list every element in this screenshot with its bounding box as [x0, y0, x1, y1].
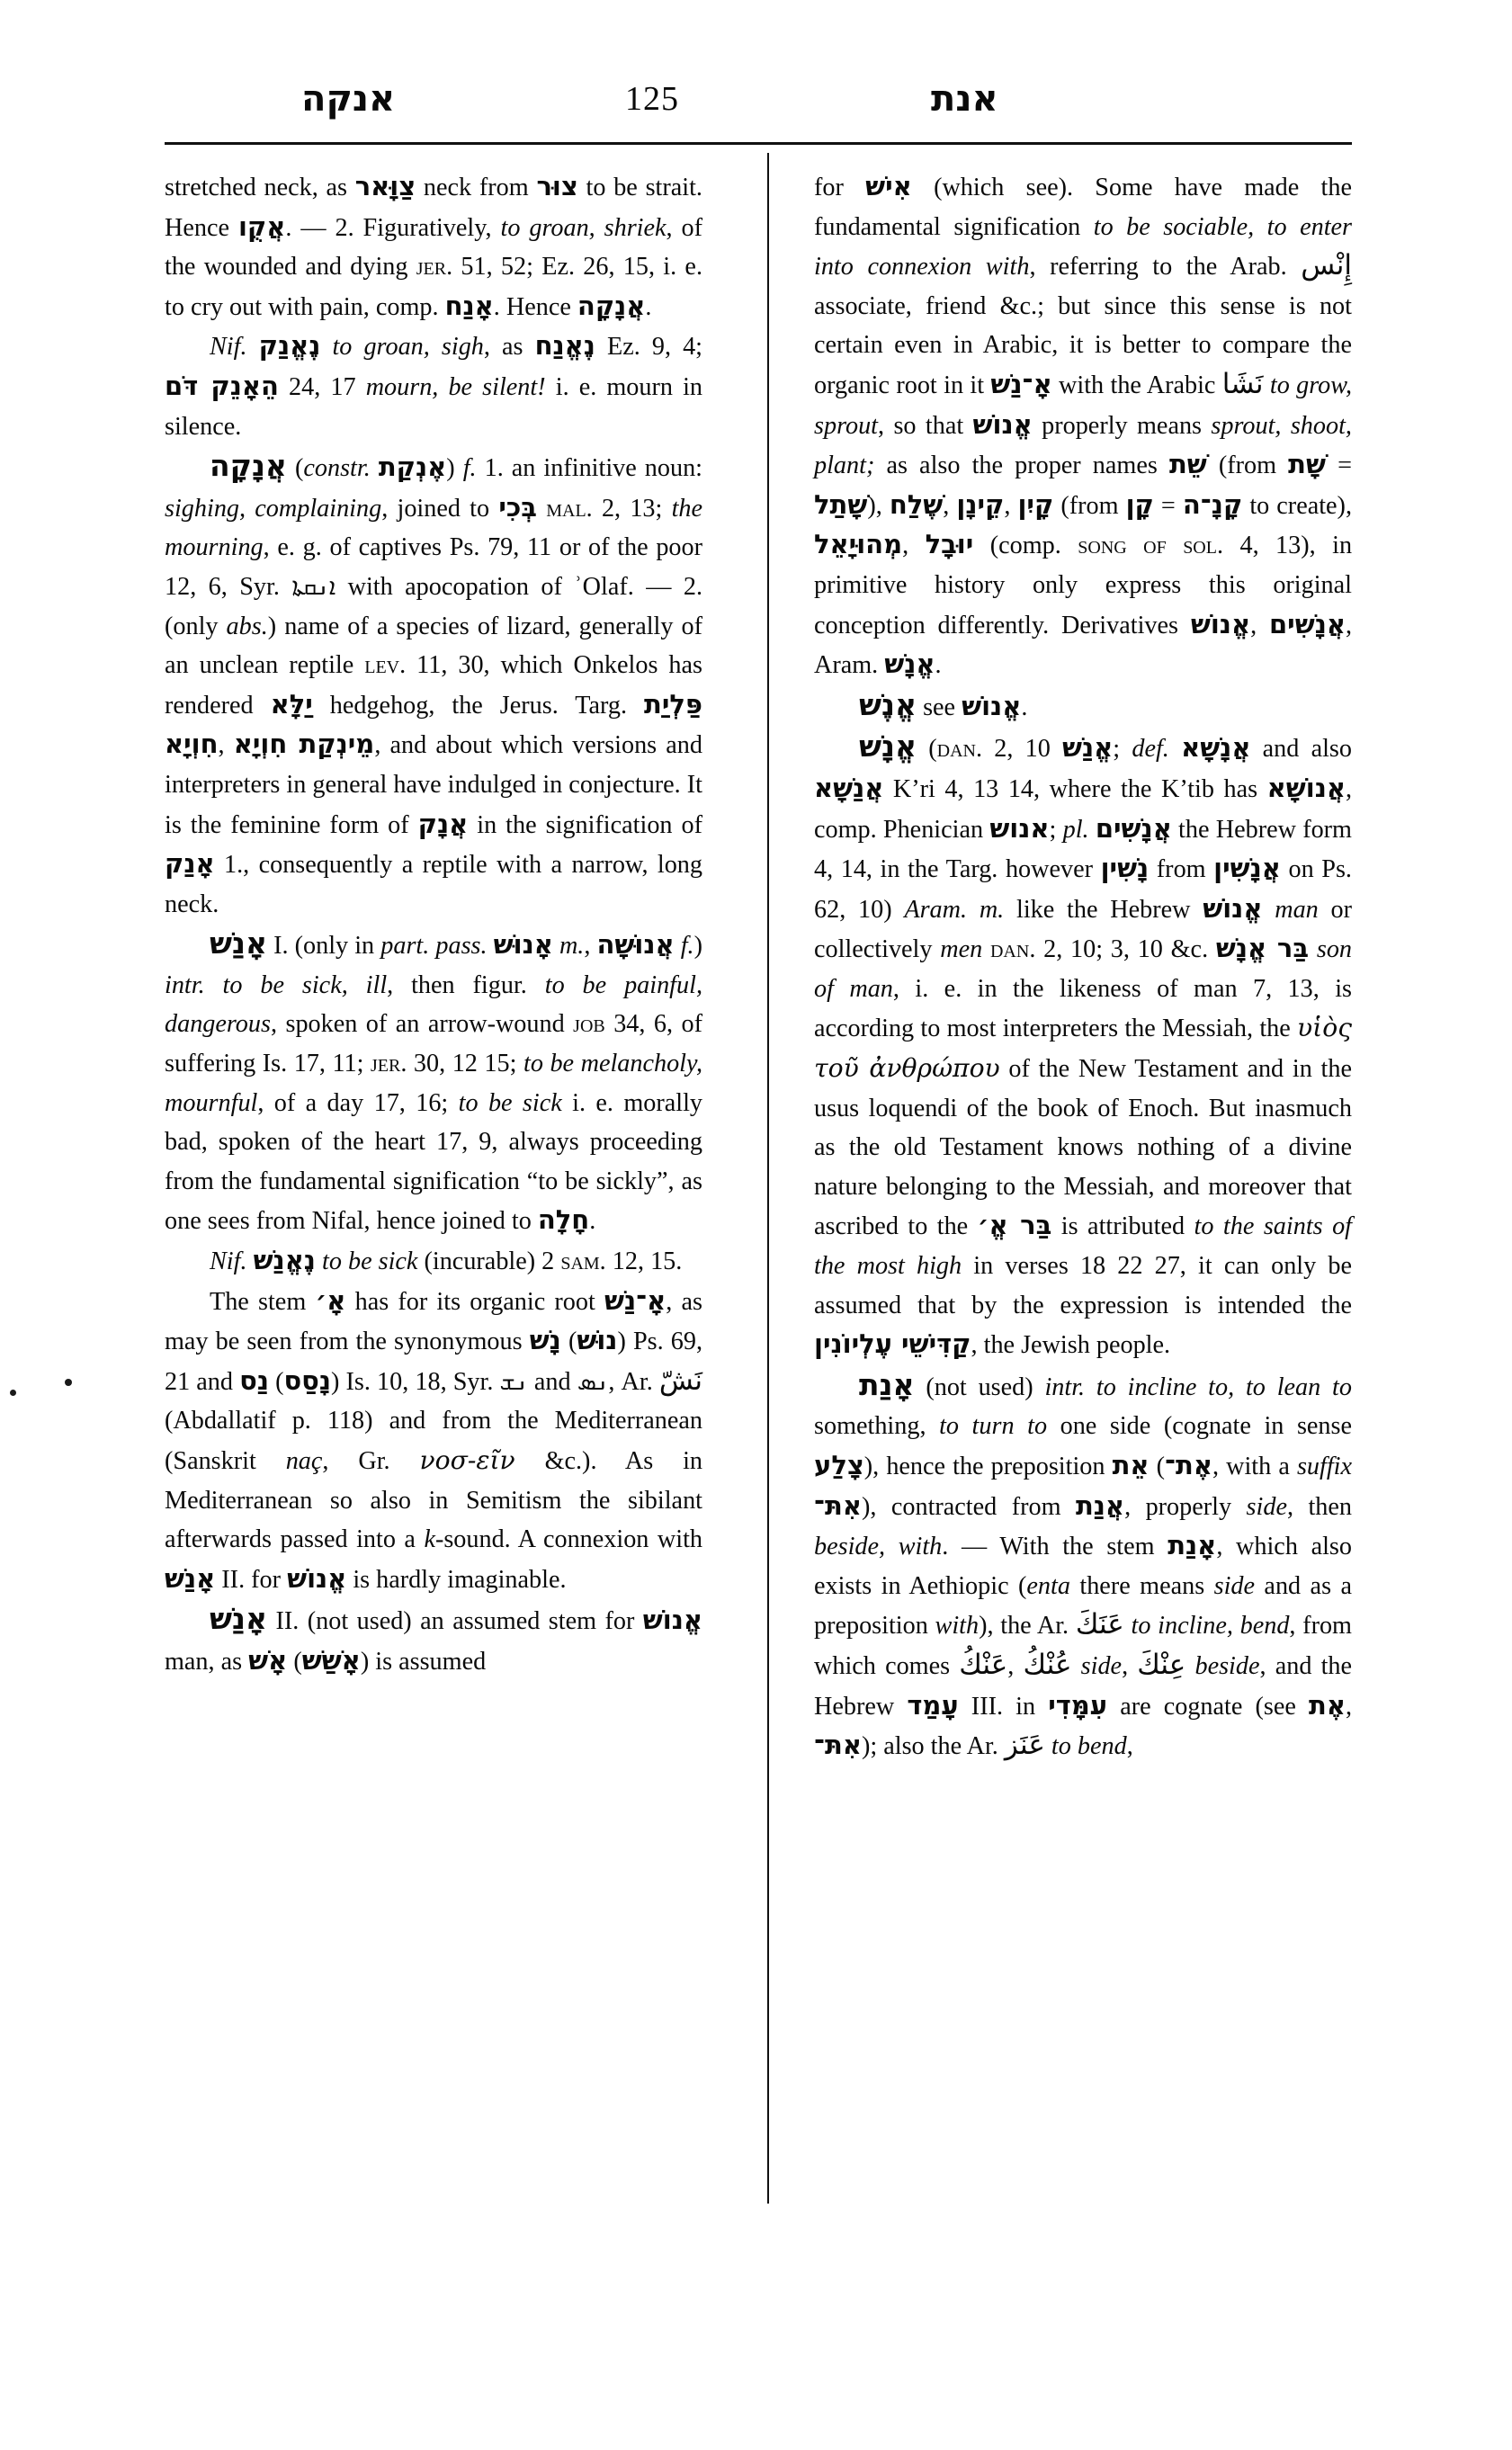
hebrew-run: אֲנָשִׁים	[1095, 812, 1172, 844]
scan-speck	[10, 1390, 16, 1396]
italic-run: son of man	[814, 935, 1353, 1003]
italic-run: k	[424, 1525, 435, 1554]
smallcaps-run: job	[573, 1010, 605, 1039]
syriac-run: ܐܢܩܬܐ	[291, 572, 336, 601]
italic-run: to be sick	[322, 1247, 418, 1276]
italic-run: beside	[1194, 1651, 1260, 1680]
hebrew-run: אָנַק	[165, 848, 215, 880]
hebrew-run: אֲנָקָה	[577, 290, 646, 321]
hebrew-run: נֶאֱנַשׁ	[253, 1245, 316, 1276]
page-number: 125	[625, 80, 679, 118]
hebrew-run: בְּכִי	[498, 491, 537, 523]
arabic-run: عَنَكَ	[1075, 1608, 1124, 1641]
hebrew-run: אָנַח	[444, 290, 494, 321]
hebrew-run: אֱנָשׁ	[884, 648, 935, 680]
italic-run: abs.	[226, 612, 268, 640]
hebrew-run: יַלָּא	[270, 688, 313, 720]
syriac-run: ܢܣ	[577, 1367, 609, 1396]
hebrew-run: אֲנָשִׁים	[1268, 608, 1346, 639]
arabic-run: عَنْكُ	[959, 1648, 1008, 1681]
entry-anash-etymology: The stem אָ׳ has for its organic root אָ־נַשׁ, as may be seen from the synonymous נָשׁ (נוּשׁ) Ps. 69, 21 and נַס (נָסַס) Is. 10, 18, Syr. ܢܫ and ܢܣ, Ar. نَشّ (Abdallatif p. 118) and from the Mediterranean (Sanskrit naç, Gr. νοσ-εῖν &c.). As in Mediterranean so also in Semitism the sibilant afterwards passed into a k-sound. A connexion with אָנַשׁ II. for אֱנוֹשׁ is hardly imaginable.	[165, 1284, 703, 1594]
hebrew-run: נֶאֱנַח	[534, 330, 595, 362]
hebrew-run: אֱנוֹשׁ	[287, 1562, 347, 1594]
italic-run: m.	[559, 932, 585, 961]
italic-run: to be painful, dangerous	[165, 970, 702, 1039]
hebrew-run: קָיִן	[1017, 488, 1054, 520]
greek-run: νοσ-εῖν	[419, 1445, 515, 1475]
hebrew-run: אָ־נַשׁ	[604, 1284, 667, 1316]
italic-run: f.	[680, 932, 694, 961]
hebrew-run: אֱנוֹשׁ	[1190, 608, 1251, 639]
hebrew-run: קָנָ־ה	[1182, 488, 1243, 520]
entry-anaq-continuation: stretched neck, as צַוָּאר neck from צוּר to be strait. Hence אֲקֻו. — 2. Figuratively, to groan, shriek, of the wounded and dying jer. 51, 52; Ez. 26, 15, i. e. to cry out with pain, comp. אָנַח. Hence אֲנָקָה.	[165, 171, 703, 321]
hebrew-run: אֲנוּשָׁה	[596, 929, 675, 961]
italic-run: f.	[462, 454, 477, 483]
greek-run: υἱὸς τοῦ ἀνθρώπου	[814, 1013, 1352, 1084]
hebrew-run: אֲנָשִׁין	[1213, 853, 1281, 884]
italic-run: sprout, shoot, plant;	[814, 411, 1352, 480]
arabic-run: عَنَز	[1004, 1729, 1045, 1762]
lemma-run: אָנַת	[859, 1366, 915, 1402]
italic-run: def.	[1132, 735, 1169, 764]
hebrew-run: אָ׳	[315, 1284, 346, 1316]
running-head-left-hebrew: אנקה	[301, 78, 396, 120]
hebrew-run: אִתּ־	[814, 1730, 862, 1761]
smallcaps-run: jer.	[371, 1050, 407, 1078]
italic-run: to be sick	[458, 1088, 562, 1117]
hebrew-run: שֵׁת	[1168, 449, 1207, 480]
entry-anash-one: אָנַשׁ I. (only in part. pass. אָנוּשׁ m., אֲנוּשָׁה f.) intr. to be sick, ill, then figur. to be painful, dangerous, spoken of an arrow-wound job 34, 6, of suffering Is. 17, 11; jer. 30, 12 15; to be melancholy, mournful, of a day 17, 16; to be sick i. e. morally bad, spoken of the heart 17, 9, always proceeding from the fundamental signification “to be sickly”, as one sees from Nifal, hence joined to חָלָה.	[165, 925, 703, 1236]
italic-run: beside, with	[814, 1533, 943, 1561]
italic-run: part. pass.	[380, 932, 488, 961]
smallcaps-run: mal.	[546, 494, 593, 523]
hebrew-run: אֱנוֹשׁ	[962, 690, 1022, 721]
hebrew-run: נָשִׁין	[1100, 853, 1150, 884]
hebrew-run: אָשַׁשׁ	[301, 1644, 361, 1676]
italic-run: side	[1246, 1492, 1287, 1521]
hebrew-run: נוּשׁ	[577, 1325, 618, 1356]
entry-anath: אָנַת (not used) intr. to incline to, to lean to something, to turn to one side (cognate in sense צָלַע), hence the preposition אֵת (אֶת־, with a suffix אִתּ־), contracted from אֲנַת, properly side, then beside, with. — With the stem אָנַת, which also exists in Aethiopic (enta there means side and as a preposition with), the Ar. عَنَكَ to incline, bend, from which comes عَنْكُ, عُنْكُ side, عِنْكَ beside, and the Hebrew עָמַד III. in עִמָּדִי are cognate (see אֶת, אִתּ־); also the Ar. عَنَز to bend,	[814, 1366, 1353, 1762]
hebrew-run: אֲנוֹשָׁא	[1266, 772, 1346, 803]
hebrew-run: קֵינָן	[956, 488, 1005, 520]
hebrew-run: אֶת־	[1165, 1450, 1212, 1480]
italic-run: to incline, bend	[1131, 1612, 1290, 1641]
hebrew-run: אִתּ־	[814, 1489, 862, 1521]
hebrew-run: אֱנַשׁ	[1062, 732, 1114, 764]
italic-run: sighing, complaining	[165, 494, 382, 523]
italic-run: to groan, shriek	[500, 213, 667, 242]
hebrew-run: נַס	[239, 1364, 269, 1396]
hebrew-run: אָנַת	[1168, 1530, 1217, 1561]
italic-run: pl.	[1062, 815, 1089, 844]
smallcaps-run: of	[1143, 532, 1167, 560]
hebrew-run: מְהוּיָאֵל	[814, 529, 903, 560]
arabic-run: عِنْكَ	[1137, 1648, 1186, 1681]
italic-run: intr. to be sick, ill	[165, 970, 388, 999]
entry-anash-two: אָנַשׁ II. (not used) an assumed stem for אֱנוֹשׁ man, as אָשׁ (אָשַׁשׁ) is assumed	[165, 1601, 702, 1676]
text-column-right	[814, 167, 1352, 1766]
hebrew-run: שָׁת	[1288, 449, 1326, 480]
hebrew-run: אֲנַשָׁא	[814, 772, 884, 803]
hebrew-run: חָלָה	[537, 1204, 590, 1236]
italic-run: side	[1213, 1571, 1255, 1600]
hebrew-run: הֵאָנֵק דֹּם	[165, 370, 279, 401]
lemma-run: אָנַשׁ	[210, 925, 268, 961]
hebrew-run: אֱנוֹשׁ	[642, 1605, 702, 1636]
running-head-right-hebrew: אנת	[931, 78, 998, 120]
hebrew-run: אָ־נַשׁ	[990, 368, 1052, 399]
lemma-run: אָנַשׁ	[210, 1601, 268, 1637]
italic-run: to be melancholy, mournful	[165, 1050, 703, 1117]
italic-run: to grow, sprout	[814, 371, 1352, 440]
lemma-run: אֱנָשׁ	[859, 729, 917, 765]
hebrew-run: אנוש	[989, 812, 1050, 844]
hebrew-run: בַּר אֱ׳	[977, 1210, 1052, 1241]
italic-run: to the saints of the most high	[814, 1212, 1353, 1281]
hebrew-run: אֲקֻו	[237, 210, 286, 242]
italic-run: to be sociable, to enter into connexion with	[814, 212, 1352, 282]
italic-run: to groan, sigh	[332, 333, 484, 362]
entry-anash-two-continuation: for אִישׁ (which see). Some have made the fundamental signification to be sociable, to enter into connexion with, referring to the Arab. إِنْس associate, friend &c.; but since this sense is not certain even in Arabic, it is better to compare the organic root in it אָ־נַשׁ with the Arabic نَشَا to grow, sprout, so that אֱנוֹשׁ properly means sprout, shoot, plant; as also the proper names שֵׁת (from שָׁת = שָׁתַל), שֶׁלַח, קֵינָן, קָיִן (from קָן = קָנָ־ה to create), מְהוּיָאֵל, יוּבָל (comp. song of sol. 4, 13), in primitive history only express this original conception differently. Derivatives אֱנוֹשׁ, אֲנָשִׁים, Aram. אֱנָשׁ.	[814, 171, 1353, 680]
entry-anaq-nifal: Nif. נֶאֱנַק to groan, sigh, as נֶאֱנַח Ez. 9, 4; הֵאָנֵק דֹּם 24, 17 mourn, be silent! i. e. mourn in silence.	[165, 330, 703, 441]
hebrew-run: קַדִּישֵׁי עֶלְיוֹנִין	[814, 1328, 971, 1360]
entry-enash-aramaic: אֱנָשׁ (dan. 2, 10 אֱנַשׁ; def. אֲנָשָׁא and also אֲנַשָׁא K’ri 4, 13 14, where the K’tib has אֲנוֹשָׁא, comp. Phenician אנוש; pl. אֲנָשִׁים the Hebrew form 4, 14, in the Targ. however נָשִׁין from אֲנָשִׁין on Ps. 62, 10) Aram. m. like the Hebrew אֱנוֹשׁ man or collectively men dan. 2, 10; 3, 10 &c. בַּר אֱנָשׁ son of man, i. e. in the likeness of man 7, 13, is according to most interpreters the Messiah, the υἱὸς τοῦ ἀνθρώπου of the New Testament and in the usus loquendi of the book of Enoch. But inasmuch as the old Testament knows nothing of a divine nature belonging to the Messiah, and moreover that ascribed to the בַּר אֱ׳ is attributed to the saints of the most high in verses 18 22 27, it can only be assumed that by the expression is intended the קַדִּישֵׁי עֶלְיוֹנִין, the Jewish people.	[814, 729, 1353, 1360]
hebrew-run: אֱנוֹשׁ	[972, 408, 1033, 440]
header-rule	[165, 142, 1352, 145]
italic-run: side	[1080, 1651, 1123, 1680]
hebrew-run: אֵת	[1112, 1450, 1150, 1480]
smallcaps-run: dan.	[989, 935, 1036, 964]
arabic-run: نَشَا	[1221, 367, 1264, 400]
hebrew-run: אִישׁ	[865, 171, 912, 201]
lemma-run: אֱנֶשׁ	[859, 686, 917, 722]
hebrew-run: נֶאֱנַק	[258, 330, 321, 362]
hebrew-run: אֲנָשָׁא	[1181, 732, 1251, 764]
arabic-run: عُنْكُ	[1023, 1648, 1072, 1681]
hebrew-run: צוּר	[536, 171, 578, 201]
italic-run: intr. to incline to, to lean to	[1044, 1373, 1352, 1401]
italic-run: mourn, be silent!	[365, 372, 546, 401]
italic-run: man	[1275, 895, 1319, 924]
entry-anaqah: אֲנָקָה (constr. אֶנְקַת) f. 1. an infinitive noun: sighing, complaining, joined to בְּכִי mal. 2, 13; the mourning, e. g. of captives Ps. 79, 11 or of the poor 12, 6, Syr. ܐܢܩܬܐ with apocopation of ʾOlaf. — 2. (only abs.) name of a species of lizard, generally of an unclean reptile lev. 11, 30, which Onkelos has rendered יַלָּא hedgehog, the Jerus. Targ. פַּלְיַת חִוְיָא, מֵינְקַת חִוְיָא, and about which versions and interpreters in general have indulged in conjecture. It is the feminine form of אֲנָק in the signification of אָנַק 1., consequently a reptile with a narrow, long neck.	[165, 448, 703, 918]
italic-run: to bend	[1051, 1732, 1127, 1761]
italic-run: the mourning	[165, 494, 702, 562]
italic-run: with	[935, 1612, 980, 1641]
hebrew-run: שָׁתַל	[814, 488, 868, 520]
hebrew-run: עִמָּדִי	[1048, 1689, 1108, 1721]
smallcaps-run: song	[1078, 532, 1127, 560]
smallcaps-run: dan.	[936, 735, 983, 764]
hebrew-run: קָן	[1125, 488, 1154, 520]
hebrew-run: אֶנְקַת	[378, 452, 447, 483]
entry-enosh-crossref: אֱנֶשׁ see אֱנוֹשׁ.	[859, 686, 1028, 722]
hebrew-run: נָשׁ	[529, 1325, 561, 1356]
italic-run: to turn to	[939, 1412, 1048, 1441]
hebrew-run: אֲנַת	[1075, 1489, 1125, 1521]
hebrew-run: צָלַע	[814, 1450, 864, 1480]
hebrew-run: אֱנוֹשׁ	[1203, 892, 1263, 924]
hebrew-run: נָסַס	[283, 1364, 332, 1396]
italic-run: men	[940, 935, 983, 964]
hebrew-run: אָנוּשׁ	[493, 929, 553, 961]
italic-run: Aram. m.	[904, 895, 1005, 924]
column-divider	[767, 153, 769, 2204]
scan-speck	[65, 1379, 72, 1386]
lemma-run: אֲנָקָה	[210, 448, 287, 484]
smallcaps-run: sol.	[1183, 532, 1224, 560]
hebrew-run: מֵינְקַת חִוְיָא	[233, 729, 375, 760]
syriac-run: ܢܫ	[499, 1367, 528, 1396]
running-head	[184, 74, 1349, 140]
smallcaps-run: lev.	[364, 651, 407, 680]
hebrew-run: צַוָּאר	[354, 171, 416, 201]
italic-run: Nif.	[210, 1247, 247, 1276]
italic-run: enta	[1026, 1571, 1070, 1600]
text-column-left	[165, 167, 702, 1682]
hebrew-run: שֶׁלַח	[889, 488, 944, 520]
arabic-run: إِنْس	[1301, 249, 1352, 282]
hebrew-run: יוּבָל	[925, 529, 974, 560]
hebrew-run: בַּר אֱנָשׁ	[1215, 933, 1310, 964]
hebrew-run: אֶת	[1309, 1689, 1346, 1721]
smallcaps-run: jer.	[416, 253, 453, 282]
hebrew-run: פַּלְיַת חִוְיָא	[165, 688, 702, 760]
arabic-run: نَشّ	[658, 1364, 703, 1397]
entry-anash-nifal: Nif. נֶאֱנַשׁ to be sick (incurable) 2 sam. 12, 15.	[210, 1245, 683, 1276]
hebrew-run: אֲנָק	[417, 808, 469, 839]
smallcaps-run: sam.	[560, 1247, 606, 1276]
italic-run: suffix	[1296, 1453, 1353, 1480]
italic-run: constr.	[303, 454, 371, 483]
hebrew-run: עָמַד	[907, 1689, 959, 1721]
italic-run: Nif.	[210, 333, 247, 362]
italic-run: naç	[285, 1447, 323, 1475]
hebrew-run: אָשׁ	[248, 1644, 288, 1676]
hebrew-run: אָנַשׁ	[165, 1562, 216, 1594]
